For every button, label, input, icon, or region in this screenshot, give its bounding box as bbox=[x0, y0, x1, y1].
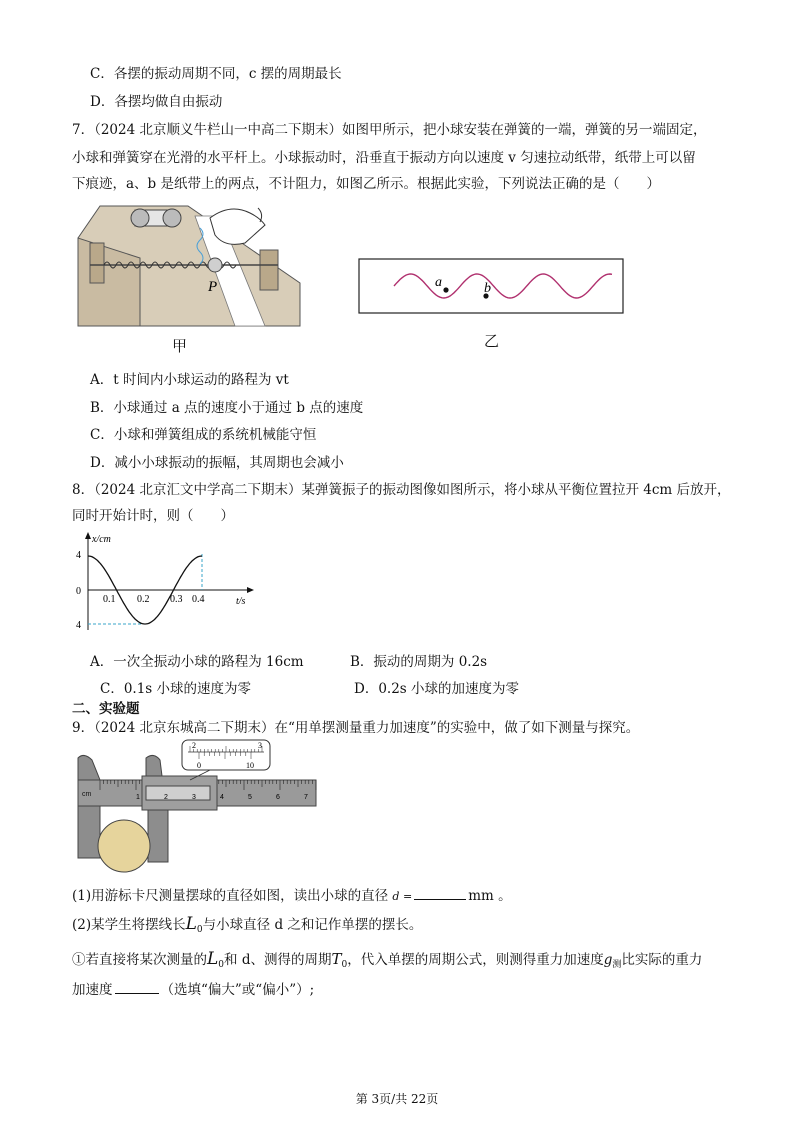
figure-yi-trace bbox=[358, 258, 624, 314]
q9-part2a-line1 bbox=[72, 948, 702, 970]
q9-part2a-text-6: （选填“偏大”或“偏小”）; bbox=[160, 982, 315, 998]
graph-y-tick-bottom: 4 bbox=[76, 620, 81, 631]
q7-option-b: B．小球通过 a 点的速度小于通过 b 点的速度 bbox=[90, 400, 364, 416]
zoom-label-vernier-10: 10 bbox=[246, 761, 254, 770]
q9-part1 bbox=[72, 884, 512, 904]
zoom-label-vernier-0: 0 bbox=[197, 761, 201, 770]
graph-x-tick-2: 0.2 bbox=[137, 594, 150, 605]
q9-part2a-sub-l: 0 bbox=[218, 960, 225, 970]
page-footer: 第 3页/共 22页 bbox=[355, 1092, 439, 1106]
q9-part1-text: (1)用游标卡尺测量摆球的直径如图，读出小球的直径 bbox=[72, 888, 389, 904]
q7-stem-line1: 7．（2024 北京顺义牛栏山一中高二下期末）如图甲所示，把小球安装在弹簧的一端，弹簧的另一端固定， bbox=[72, 122, 707, 138]
point-p-label: P bbox=[208, 279, 218, 295]
vernier-caliper-figure bbox=[70, 738, 320, 878]
main-scale-label: 2 bbox=[164, 794, 168, 801]
graph-x-tick-3: 0.3 bbox=[170, 594, 183, 605]
option-c-prev: C．各摆的振动周期不同，c 摆的周期最长 bbox=[90, 66, 342, 82]
q9-part2a-text-4: 比实际的重力 bbox=[621, 952, 703, 968]
q9-part2a-text-3: ，代入单摆的周期公式，则测得重力加速度 bbox=[347, 952, 604, 968]
graph-y-axis-label: x/cm bbox=[92, 534, 111, 545]
figure-jia-apparatus bbox=[70, 198, 310, 333]
main-scale-label: 4 bbox=[220, 794, 224, 801]
main-scale-label: 7 bbox=[304, 794, 308, 801]
q9-part2a-var-g: g bbox=[603, 952, 613, 968]
zoom-label-top-left: 2 bbox=[192, 741, 196, 750]
q9-part2-var: L bbox=[185, 914, 197, 934]
q8-option-c: C．0.1s 小球的速度为零 bbox=[100, 681, 252, 697]
main-scale-label: 1 bbox=[136, 794, 140, 801]
q9-answer-blank-2[interactable] bbox=[115, 981, 159, 994]
figure-jia-label: 甲 bbox=[172, 337, 188, 355]
graph-y-tick-zero: 0 bbox=[76, 586, 81, 597]
q8-option-d: D．0.2s 小球的加速度为零 bbox=[354, 681, 520, 697]
q7-stem-line3: 下痕迹，a、b 是纸带上的两点，不计阻力，如图乙所示。根据此实验，下列说法正确的是（ ） bbox=[72, 176, 660, 192]
q8-stem-line1: 8．（2024 北京汇文中学高二下期末）某弹簧振子的振动图像如图所示，将小球从平衡位置拉开 4cm 后放开， bbox=[72, 482, 731, 498]
q8-option-a: A．一次全振动小球的路程为 16cm bbox=[90, 654, 304, 670]
q9-part2a-sub-t: 0 bbox=[341, 960, 348, 970]
main-scale-label: 3 bbox=[192, 794, 196, 801]
q9-part2-post: 与小球直径 d 之和记作单摆的摆长。 bbox=[202, 917, 423, 933]
main-scale-label: 6 bbox=[276, 794, 280, 801]
main-scale-label: 5 bbox=[248, 794, 252, 801]
q9-stem: 9．（2024 北京东城高二下期末）在“用单摆测量重力加速度”的实验中，做了如下测量与探究。 bbox=[72, 720, 640, 736]
q9-part2 bbox=[72, 913, 422, 935]
q9-part2-text: (2)某学生将摆线长 bbox=[72, 917, 186, 933]
q8-stem-line2: 同时开始计时，则（ ） bbox=[72, 508, 234, 524]
graph-x-tick-1: 0.1 bbox=[103, 594, 116, 605]
q7-option-d: D．减小小球振动的振幅，其周期也会减小 bbox=[90, 455, 344, 471]
section-2-title: 二、实验题 bbox=[72, 701, 140, 717]
q9-part2a-sub-g: 测 bbox=[612, 960, 622, 970]
figure-yi-label: 乙 bbox=[484, 332, 500, 350]
caliper-unit-label: cm bbox=[82, 791, 92, 798]
q7-stem-line2: 小球和弹簧穿在光滑的水平杆上。小球振动时，沿垂直于振动方向以速度 v 匀速拉动纸带，纸带上可以留 bbox=[72, 150, 696, 166]
q9-part2-sub: 0 bbox=[196, 925, 203, 935]
q9-part2a-text-2: 和 d、测得的周期 bbox=[224, 952, 332, 968]
q7-option-c: C．小球和弹簧组成的系统机械能守恒 bbox=[90, 427, 317, 443]
graph-y-tick-top: 4 bbox=[76, 550, 81, 561]
point-b-label: b bbox=[484, 281, 491, 296]
q9-part1-unit: mm 。 bbox=[468, 888, 512, 904]
graph-x-tick-4: 0.4 bbox=[192, 594, 205, 605]
q8-vibration-graph bbox=[70, 530, 260, 635]
q9-part2a-line2 bbox=[72, 978, 314, 998]
q9-answer-blank-1[interactable] bbox=[414, 887, 466, 900]
q8-option-b: B．振动的周期为 0.2s bbox=[350, 654, 488, 670]
q9-part2a-text-1: ①若直接将某次测量的 bbox=[72, 952, 207, 968]
q9-part2a-text-5: 加速度 bbox=[72, 982, 113, 998]
q9-part2a-var-t: T bbox=[331, 950, 342, 968]
point-a-label: a bbox=[435, 275, 442, 290]
q7-option-a: A．t 时间内小球运动的路程为 vt bbox=[90, 372, 289, 388]
graph-x-axis-label: t/s bbox=[236, 596, 246, 607]
option-d-prev: D．各摆均做自由振动 bbox=[90, 94, 223, 110]
q9-part1-var: d = bbox=[392, 890, 413, 903]
q9-part2a-var-l: L bbox=[207, 949, 219, 969]
zoom-label-top-right: 3 bbox=[258, 741, 262, 750]
